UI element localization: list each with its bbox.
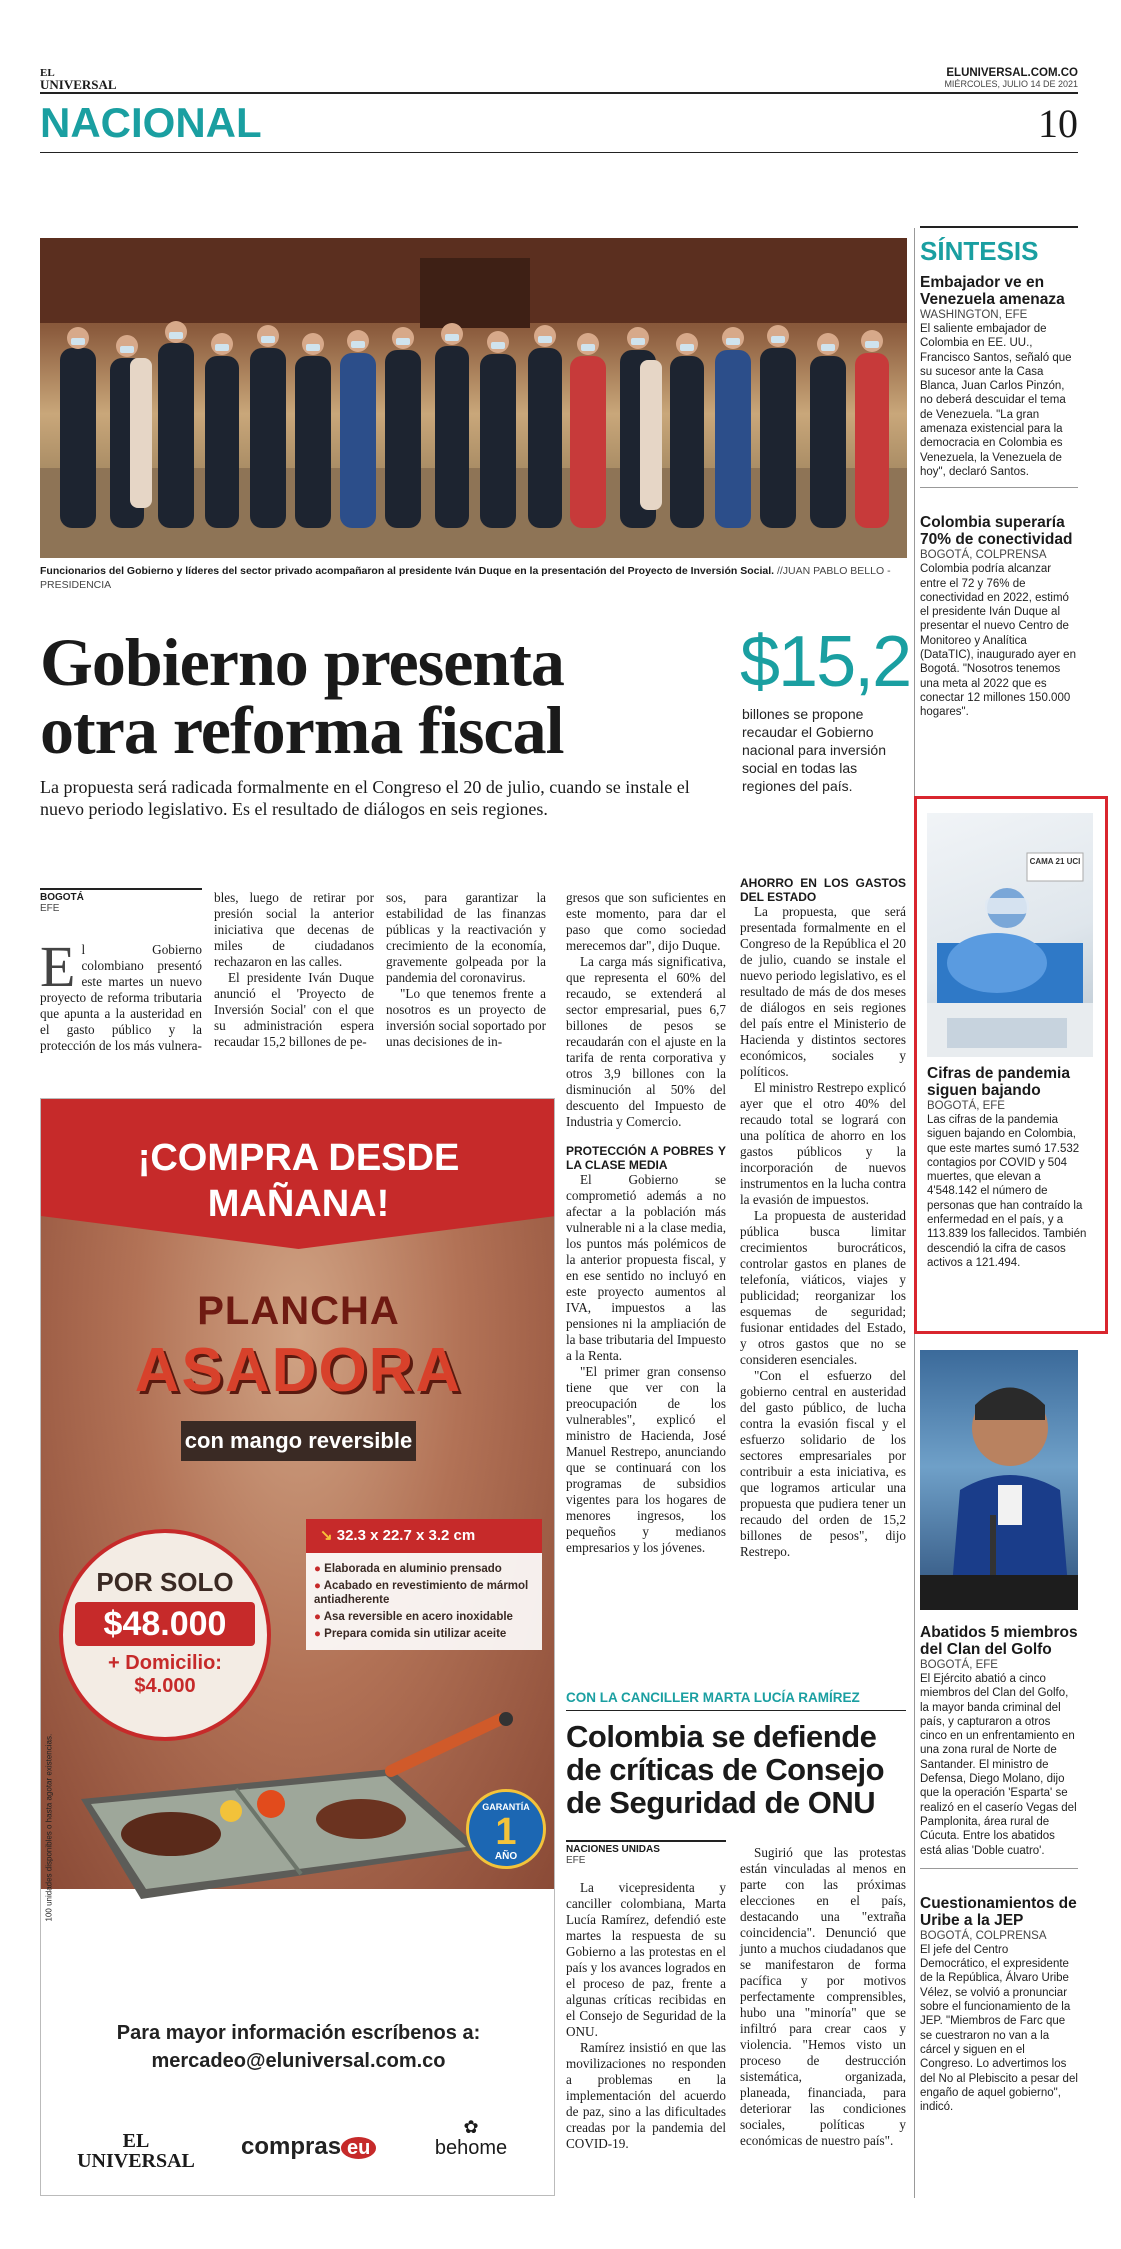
bullet-icon: ● <box>314 1563 321 1575</box>
feature-item <box>314 1627 534 1641</box>
stat-value: $15,2 <box>740 622 911 702</box>
article-col-4 <box>566 890 726 1556</box>
article-text: sos, para garantizar la estabilidad de las finanzas públicas y la reactivación y crecimiento de la economía, gravemente golpeada por la pandemia del coronavirus. <box>386 890 546 985</box>
sidebar-headline: Abatidos 5 miembros del Clan del Golfo <box>920 1624 1078 1658</box>
story2-agency: EFE <box>566 1855 586 1866</box>
article-text: "El primer gran consenso tiene que ver con la preocupación de los vulnerables", explicó el ministro de Hacienda, José Manuel Restrepo, anunciando que se continuará con los programas de subsidios vigentes para los hogares de menores ingresos, los pequeños y medianos empresarios y los jóvenes. <box>566 1364 726 1555</box>
ad-headline <box>41 1135 555 1227</box>
icu-illustration <box>927 813 1093 1057</box>
sidebar-headline: Embajador ve en Venezuela amenaza <box>920 274 1065 308</box>
article-text: La propuesta de austeridad pública busca limitar crecimientos burocráticos, controlar gastos en planes de telefonía, viáticos, viajes y publicidad; reorganizar los esquemas de seguridad; fusionar entidades del Estado, y otros gastos que no se consideren esenciales. <box>740 1208 906 1367</box>
sidebar-item[interactable] <box>920 1895 1078 2115</box>
article-text: gresos que son suficientes en este momento, para dar el paso que como sociedad merecemos dar", dijo Duque. <box>566 890 726 953</box>
ad-features <box>306 1553 542 1650</box>
stat-text: billones se propone recaudar el Gobierno nacional para inversión social en todas las regiones del país. <box>742 706 886 794</box>
ad-block[interactable] <box>40 1098 555 2196</box>
ad-domicilio-1: + Domicilio: <box>108 1652 222 1674</box>
article-text: "Con el esfuerzo del gobierno central en austeridad del gasto público, de lucha contra la evasión fiscal y el esfuerzo solidario de los sectores empresariales por contribuir a esta iniciativa, es que logramos articular una propuesta que pudiera tener un recaudo del orden de 15,2 billones de pesos", dijo Restrepo. <box>740 1368 906 1559</box>
main-photo <box>40 238 907 558</box>
sidebar <box>920 226 1078 728</box>
sidebar-top-rule <box>920 226 1078 228</box>
page-number: 10 <box>1038 101 1078 146</box>
sidebar-byline: BOGOTÁ, EFE <box>927 1100 1005 1112</box>
masthead-logo <box>40 68 117 90</box>
ad-logos <box>41 2109 555 2179</box>
feature-item <box>314 1562 534 1576</box>
masthead-meta <box>944 68 1078 90</box>
minister-illustration <box>920 1350 1078 1610</box>
main-headline <box>40 624 740 768</box>
article-col-1 <box>40 888 202 1054</box>
warranty-label: GARANTÍA <box>482 1802 530 1812</box>
sidebar-byline: BOGOTÁ, COLPRENSA <box>920 1929 1047 1942</box>
photo-credit: //JUAN PABLO BELLO - PRESIDENCIA <box>40 565 891 591</box>
article-col-5 <box>740 876 906 1560</box>
hospital-photo <box>927 813 1093 1057</box>
ad-domicilio-2: $4.000 <box>134 1675 196 1697</box>
warranty-years: 1 <box>495 1811 517 1853</box>
ad-product-1: PLANCHA <box>197 1289 400 1333</box>
ad-dims <box>306 1519 542 1553</box>
sidebar-body: El Ejército abatió a cinco miembros del Clan del Golfo, la mayor banda criminal del país, y capturaron a otros cinco en un enfrentamiento en una zona rural de Norte de Santander. El ministro de Defensa, Diego Molano, dijo que la operación 'Esparta' se realizó en el caserío Vegas del Pamplonita, área rural de Cúcuta. Entre los abatidos está alias 'Doble cuatro'. <box>920 1673 1077 1857</box>
sidebar-body: Colombia podría alcanzar entre el 72 y 76% de conectividad en 2022, estimó el presidente Iván Duque al presentar el nuevo Centro de Monitoreo y Analítica (DataTIC), inaugurado ayer en Bogotá. "Nosotros tenemos una meta al 2022 que es conectar 12 millones 150.000 hogares". <box>920 563 1076 719</box>
ad-contact-email[interactable]: mercadeo@eluniversal.com.co <box>151 2050 446 2072</box>
feature-text: Acabado en revestimiento de mármol antiadherente <box>314 1580 529 1606</box>
ad-dims-text: 32.3 x 22.7 x 3.2 cm <box>336 1527 476 1544</box>
ad-logo-behome <box>421 2117 521 2159</box>
compras-text: compras <box>241 2133 342 2160</box>
ad-product-3: con mango reversible <box>181 1421 416 1461</box>
ad-headline-1: ¡COMPRA DESDE <box>137 1137 460 1179</box>
ad-headline-2: MAÑANA! <box>207 1183 390 1225</box>
feature-item <box>314 1579 534 1607</box>
ad-logo-eluniversal: EL UNIVERSAL <box>77 2130 195 2172</box>
minister-photo <box>920 1350 1078 1610</box>
story2-text: Ramírez insistió en que las movilizaciones no responden a problemas en la implementación del acuerdo de paz, sino a las dificultades creadas por la pandemia del COVID-19. <box>566 2040 726 2151</box>
ad-product-2: ASADORA <box>134 1336 463 1405</box>
sidebar-byline: WASHINGTON, EFE <box>920 309 1028 321</box>
article-text: La carga más significativa, que representa el 60% del recaudo, se extenderá al sector empresarial, pues 6,7 billones de pesos se recaudarán con el ajuste en la tarifa de renta corporativa y otros 3,9 billones con la disminución al 50% del descuento del Impuesto de Industria y Comercio. <box>566 954 726 1129</box>
ruler-icon: ↘ <box>320 1527 333 1544</box>
section-rule <box>40 152 1078 153</box>
headline-line-1: Gobierno presenta <box>40 624 564 700</box>
feature-item <box>314 1610 534 1624</box>
article-text: La propuesta, que será presentada formalmente en el Congreso de la República el 20 de julio, cuando se instale el nuevo periodo legislativo, es el resultado de más de dos meses de diálogos en seis regiones del país entre el Ministerio de Hacienda y distintos sectores económicos, sociales y políticos. <box>740 904 906 1079</box>
article-text: El ministro Restrepo explicó ayer que el otro 40% del recaudo total se logrará con una política de ahorro en los gastos públicos y la incorporación de nuevos instrumentos en la lucha contra la evasión de impuestos. <box>740 1080 906 1207</box>
story2-kicker: CON LA CANCILLER MARTA LUCÍA RAMÍREZ <box>566 1690 860 1705</box>
warranty-unit: AÑO <box>494 1851 518 1862</box>
article-text: El Gobierno se comprometió además a no afectar a la población más vulnerable ni a la clase media, los puntos más polémicos de la anterior propuesta fiscal, y en ese sentido no incluyó en este proyecto aumentos al IVA, impuestos a las pensiones ni la ampliación de la base tributaria del Impuesto a la Renta. <box>566 1172 726 1363</box>
logo-top: EL <box>40 67 55 79</box>
sidebar-body: El saliente embajador de Colombia en EE. UU., Francisco Santos, señaló que su sucesor ante la Casa Blanca, Juan Carlos Pinzón, no deberá descuidar el tema de Venezuela. "La gran amenaza existencial para la democracia en Colombia es Venezuela, la Venezuela de hoy", declaró Santos. <box>920 323 1072 478</box>
section-title: NACIONAL <box>40 99 262 146</box>
article-text: l Gobierno colombiano presentó este martes un nuevo proyecto de reforma tributaria que apunta a la austeridad en el gasto público y la protección de los más vulnera- <box>40 942 202 1053</box>
sidebar-title: SÍNTESIS <box>920 236 1039 266</box>
feature-text: Elaborada en aluminio prensado <box>324 1563 502 1575</box>
eu-badge: eu <box>341 2137 376 2159</box>
ad-spec-box <box>306 1519 542 1689</box>
issue-date: MIÉRCOLES, JULIO 14 DE 2021 <box>944 79 1078 89</box>
photo-caption-text: Funcionarios del Gobierno y líderes del sector privado acompañaron al presidente Iván Duque en la presentación del Proyecto de Inversión Social. <box>40 565 775 577</box>
headline-deck: La propuesta será radicada formalmente en el Congreso el 20 de julio, cuando se instale el nuevo periodo legislativo. Es el resultado de diálogos en seis regiones. <box>40 777 690 819</box>
article-byline: BOGOTÁ <box>40 888 202 903</box>
story2-headline: Colombia se defiende de críticas de Consejo de Seguridad de ONU <box>566 1719 885 1820</box>
bullet-icon: ● <box>314 1628 321 1640</box>
group-photo-illustration <box>40 238 907 558</box>
sidebar-item[interactable] <box>920 274 1078 488</box>
ad-contact <box>41 2019 555 2075</box>
feature-text: Asa reversible en acero inoxidable <box>323 1611 513 1623</box>
feature-text: Prepara comida sin utilizar aceite <box>324 1628 507 1640</box>
sidebar-item[interactable] <box>920 1624 1078 1869</box>
subhead-proteccion: PROTECCIÓN A POBRES Y LA CLASE MEDIA <box>566 1144 726 1172</box>
ad-contact-1: Para mayor información escríbenos a: <box>116 2022 481 2044</box>
article-text: "Lo que tenemos frente a nosotros es un proyecto de inversión social soportado por unas decisiones de in- <box>386 986 546 1049</box>
subhead-ahorro: AHORRO EN LOS GASTOS DEL ESTADO <box>740 876 906 904</box>
sidebar-byline: BOGOTÁ, COLPRENSA <box>920 549 1047 562</box>
plant-icon: ✿ <box>463 2117 479 2137</box>
story2-byline: NACIONES UNIDAS <box>566 1840 726 1855</box>
photo-caption <box>40 564 907 592</box>
article-col-3 <box>386 890 546 1050</box>
site-url[interactable]: ELUNIVERSAL.COM.CO <box>946 67 1078 79</box>
article-col-2 <box>214 890 374 1050</box>
article-text: bles, luego de retirar por presión social la anterior iniciativa que decenas de miles de ciudadanos rechazaron en las calles. <box>214 890 374 969</box>
sidebar-item-highlighted[interactable] <box>914 796 1108 1334</box>
sidebar-headline: Colombia superaría 70% de conectividad <box>920 514 1073 549</box>
sidebar-headline: Cifras de pandemia siguen bajando <box>927 1065 1070 1099</box>
top-rule <box>40 92 1078 94</box>
story2-col-2 <box>740 1845 906 2149</box>
headline-line-2: otra reforma fiscal <box>40 692 564 768</box>
sidebar-item[interactable] <box>920 514 1078 727</box>
ad-por-solo: POR SOLO <box>96 1567 234 1597</box>
story2-rule <box>566 1710 906 1711</box>
sidebar-lower <box>920 1624 1078 2114</box>
logo-bottom: UNIVERSAL <box>40 77 117 92</box>
article-agency: EFE <box>40 903 60 914</box>
ad-price: $48.000 <box>75 1602 255 1646</box>
bullet-icon: ● <box>314 1580 321 1592</box>
ad-logo-compraseu <box>241 2133 376 2161</box>
bed-sign: CAMA 21 UCI <box>1029 857 1081 866</box>
story2-text: La vicepresidenta y canciller colombiana, Marta Lucía Ramírez, defendió este martes la respuesta de su Gobierno a las protestas en el país y los avances logrados en el proceso de paz, frente a algunas críticas recibidas en el Consejo de Seguridad de la ONU. <box>566 1880 726 2039</box>
warranty-badge <box>466 1789 546 1869</box>
article-text: El presidente Iván Duque anunció el 'Proyecto de Inversión Social' con el que su administración espera recaudar 15,2 billones de pe- <box>214 970 374 1049</box>
story2-text: Sugirió que las protestas están vinculadas al menos en parte con las próximas elecciones en el país, destacando una "extraña coincidencia". Denunció que junto a muchos ciudadanos que se manifestaron de forma pacífica y por motivos perfectamente comprensibles, hubo una "minoría" que se infiltró para crear caos y violencia. "Hemos visto un proceso de destrucción sistemática, organizada, planeada, financiada, para deteriorar las condiciones sociales, políticas y económicas de nuestro país". <box>740 1845 906 2148</box>
behome-text: behome <box>434 2137 508 2159</box>
story2-col-1 <box>566 1840 726 2152</box>
drop-cap: E <box>40 934 76 999</box>
bullet-icon: ● <box>314 1611 321 1623</box>
sidebar-byline: BOGOTÁ, EFE <box>920 1659 998 1671</box>
sidebar-body: El jefe del Centro Democrático, el expresidente de la República, Álvaro Uribe Vélez, se volvió a pronunciar sobre el funcionamiento de la JEP. "Miembros de Farc que se cuestraron no van a la cárcel y siguen en el Congreso. Lo advertimos los del No al Plebiscito a pesar del engaño de aquel gobierno", indicó. <box>920 1943 1078 2114</box>
ad-disclaimer: 100 unidades disponibles o hasta agotar existencias. <box>44 1733 54 1922</box>
sidebar-body: Las cifras de la pandemia siguen bajando en Colombia, que este martes sumó 17.532 contagios por COVID y 504 muertes, que elevan a 4'548.142 el número de personas que han contraído la enfermedad en el país, y a 113.839 los fallecidos. También descendió la cifra de casos activos a 121.494. <box>927 1114 1087 1269</box>
sidebar-headline: Cuestionamientos de Uribe a la JEP <box>920 1894 1077 1929</box>
